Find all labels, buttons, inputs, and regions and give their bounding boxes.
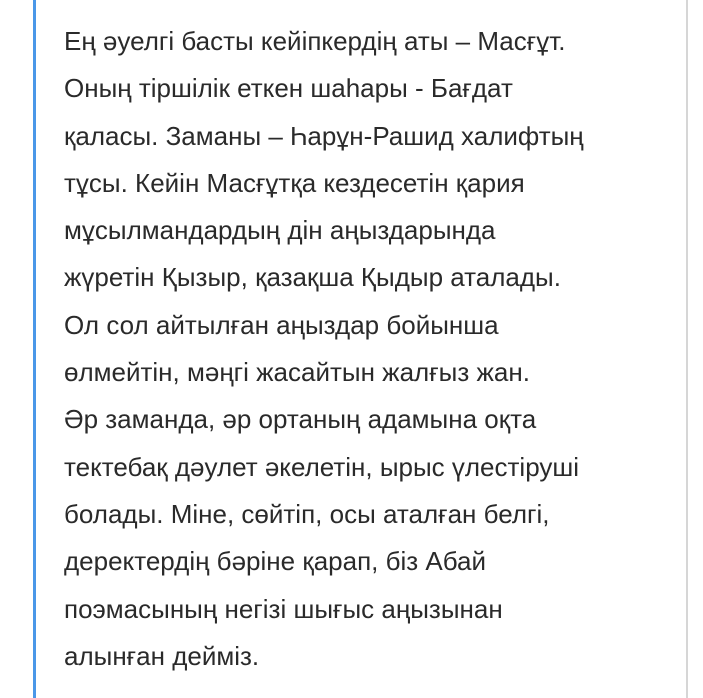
accent-rule	[33, 0, 36, 698]
text-line: алынған дейміз.	[64, 640, 260, 671]
text-line: деректердің бәріне қарап, біз Абай	[64, 546, 487, 577]
text-line: болады. Міне, сөйтіп, осы аталған белгі,	[64, 498, 550, 529]
text-line: өлмейтін, мәңгі жасайтын жалғыз жан.	[64, 357, 530, 388]
text-line: жүретін Қызыр, қазақша Қыдыр аталады.	[64, 262, 561, 293]
text-line: Ең әуелгі басты кейіпкердің аты – Масғұт.	[64, 26, 566, 56]
text-line: мұсылмандардың дін аңыздарында	[64, 215, 496, 246]
text-line: қаласы. Заманы – Һарұн-Рашид халифтың	[64, 120, 584, 151]
text-line: Оның тіршілік еткен шаһары - Бағдат	[64, 73, 513, 104]
card-border	[686, 0, 688, 698]
text-line: поэмасының негізі шығыс аңызынан	[64, 593, 503, 624]
text-line: тұсы. Кейін Масғұтқа кездесетін қария	[64, 167, 525, 198]
text-line: тектебақ дәулет әкелетін, ырыс үлестіруші	[64, 451, 579, 482]
text-line: Әр заманда, әр ортаның адамына оқта	[64, 404, 537, 435]
text-line: Ол сол айтылған аңыздар бойынша	[64, 309, 499, 340]
answer-text	[64, 18, 676, 680]
